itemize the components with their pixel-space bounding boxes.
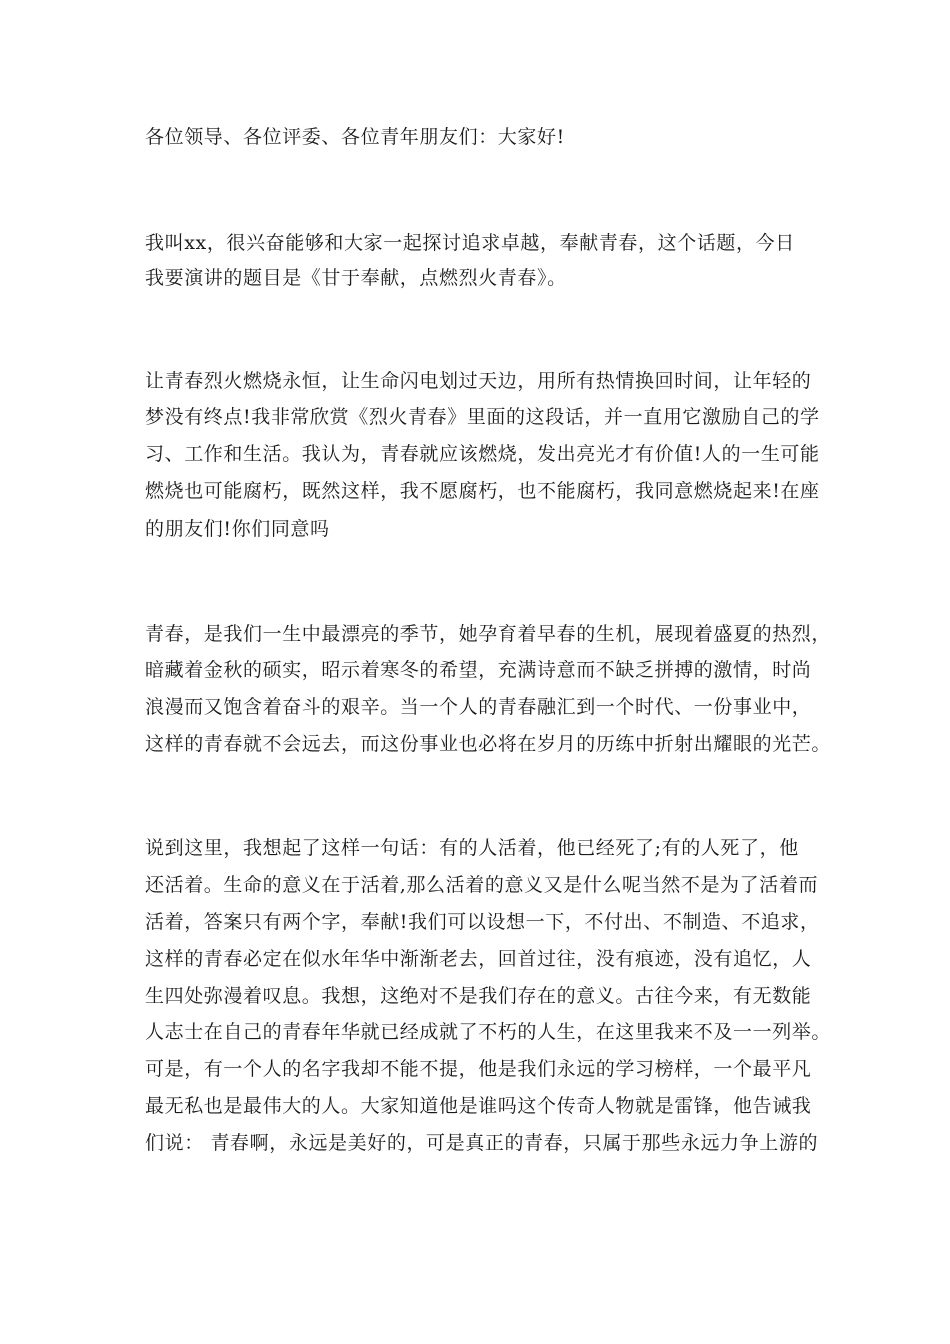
- text-line: 青春，是我们一生中最漂亮的季节，她孕育着早春的生机，展现着盛夏的热烈，: [145, 623, 832, 645]
- text-line: 的朋友们!你们同意吗: [145, 518, 330, 540]
- text-line: 最无私也是最伟大的人。大家知道他是谁吗这个传奇人物就是雷锋，他告诫我: [145, 1095, 812, 1117]
- text-line: 这样的青春就不会远去，而这份事业也必将在岁月的历练中折射出耀眼的光芒。: [145, 733, 832, 755]
- text-line: 各位领导、各位评委、各位青年朋友们：大家好!: [145, 126, 565, 148]
- text-line: 说到这里，我想起了这样一句话：有的人活着，他已经死了;有的人死了，他: [145, 837, 799, 859]
- text-line: 人志士在自己的青春年华就已经成就了不朽的人生，在这里我来不及一一列举。: [145, 1021, 832, 1043]
- text-line: 习、工作和生活。我认为，青春就应该燃烧，发出亮光才有价值!人的一生可能: [145, 443, 820, 465]
- text-line: 可是，有一个人的名字我却不能不提，他是我们永远的学习榜样，一个最平凡: [145, 1058, 812, 1080]
- text-line: 们说： 青春啊，永远是美好的，可是真正的青春，只属于那些永远力争上游的: [145, 1132, 819, 1154]
- text-line: 我叫xx，很兴奋能够和大家一起探讨追求卓越，奉献青春，这个话题，今日: [145, 232, 795, 254]
- text-line: 让青春烈火燃烧永恒，让生命闪电划过天边，用所有热情换回时间，让年轻的: [145, 370, 812, 392]
- text-line: 活着，答案只有两个字，奉献!我们可以设想一下，不付出、不制造、不追求，: [145, 911, 820, 933]
- text-line: 我要演讲的题目是《甘于奉献，点燃烈火青春》。: [145, 267, 567, 289]
- text-line: 浪漫而又饱含着奋斗的艰辛。当一个人的青春融汇到一个时代、一份事业中，: [145, 696, 812, 718]
- text-line: 生四处弥漫着叹息。我想，这绝对不是我们存在的意义。古往今来，有无数能: [145, 985, 812, 1007]
- text-line: 暗藏着金秋的硕实，昭示着寒冬的希望，充满诗意而不缺乏拼搏的激情，时尚: [145, 659, 812, 681]
- text-line: 这样的青春必定在似水年华中渐渐老去，回首过往，没有痕迹，没有追忆，人: [145, 948, 812, 970]
- text-line: 还活着。生命的意义在于活着,那么活着的意义又是什么呢当然不是为了活着而: [145, 874, 819, 896]
- text-line: 燃烧也可能腐朽，既然这样，我不愿腐朽，也不能腐朽，我同意燃烧起来!在座: [145, 480, 820, 502]
- text-line: 梦没有终点!我非常欣赏《烈火青春》里面的这段话，并一直用它激励自己的学: [145, 406, 820, 428]
